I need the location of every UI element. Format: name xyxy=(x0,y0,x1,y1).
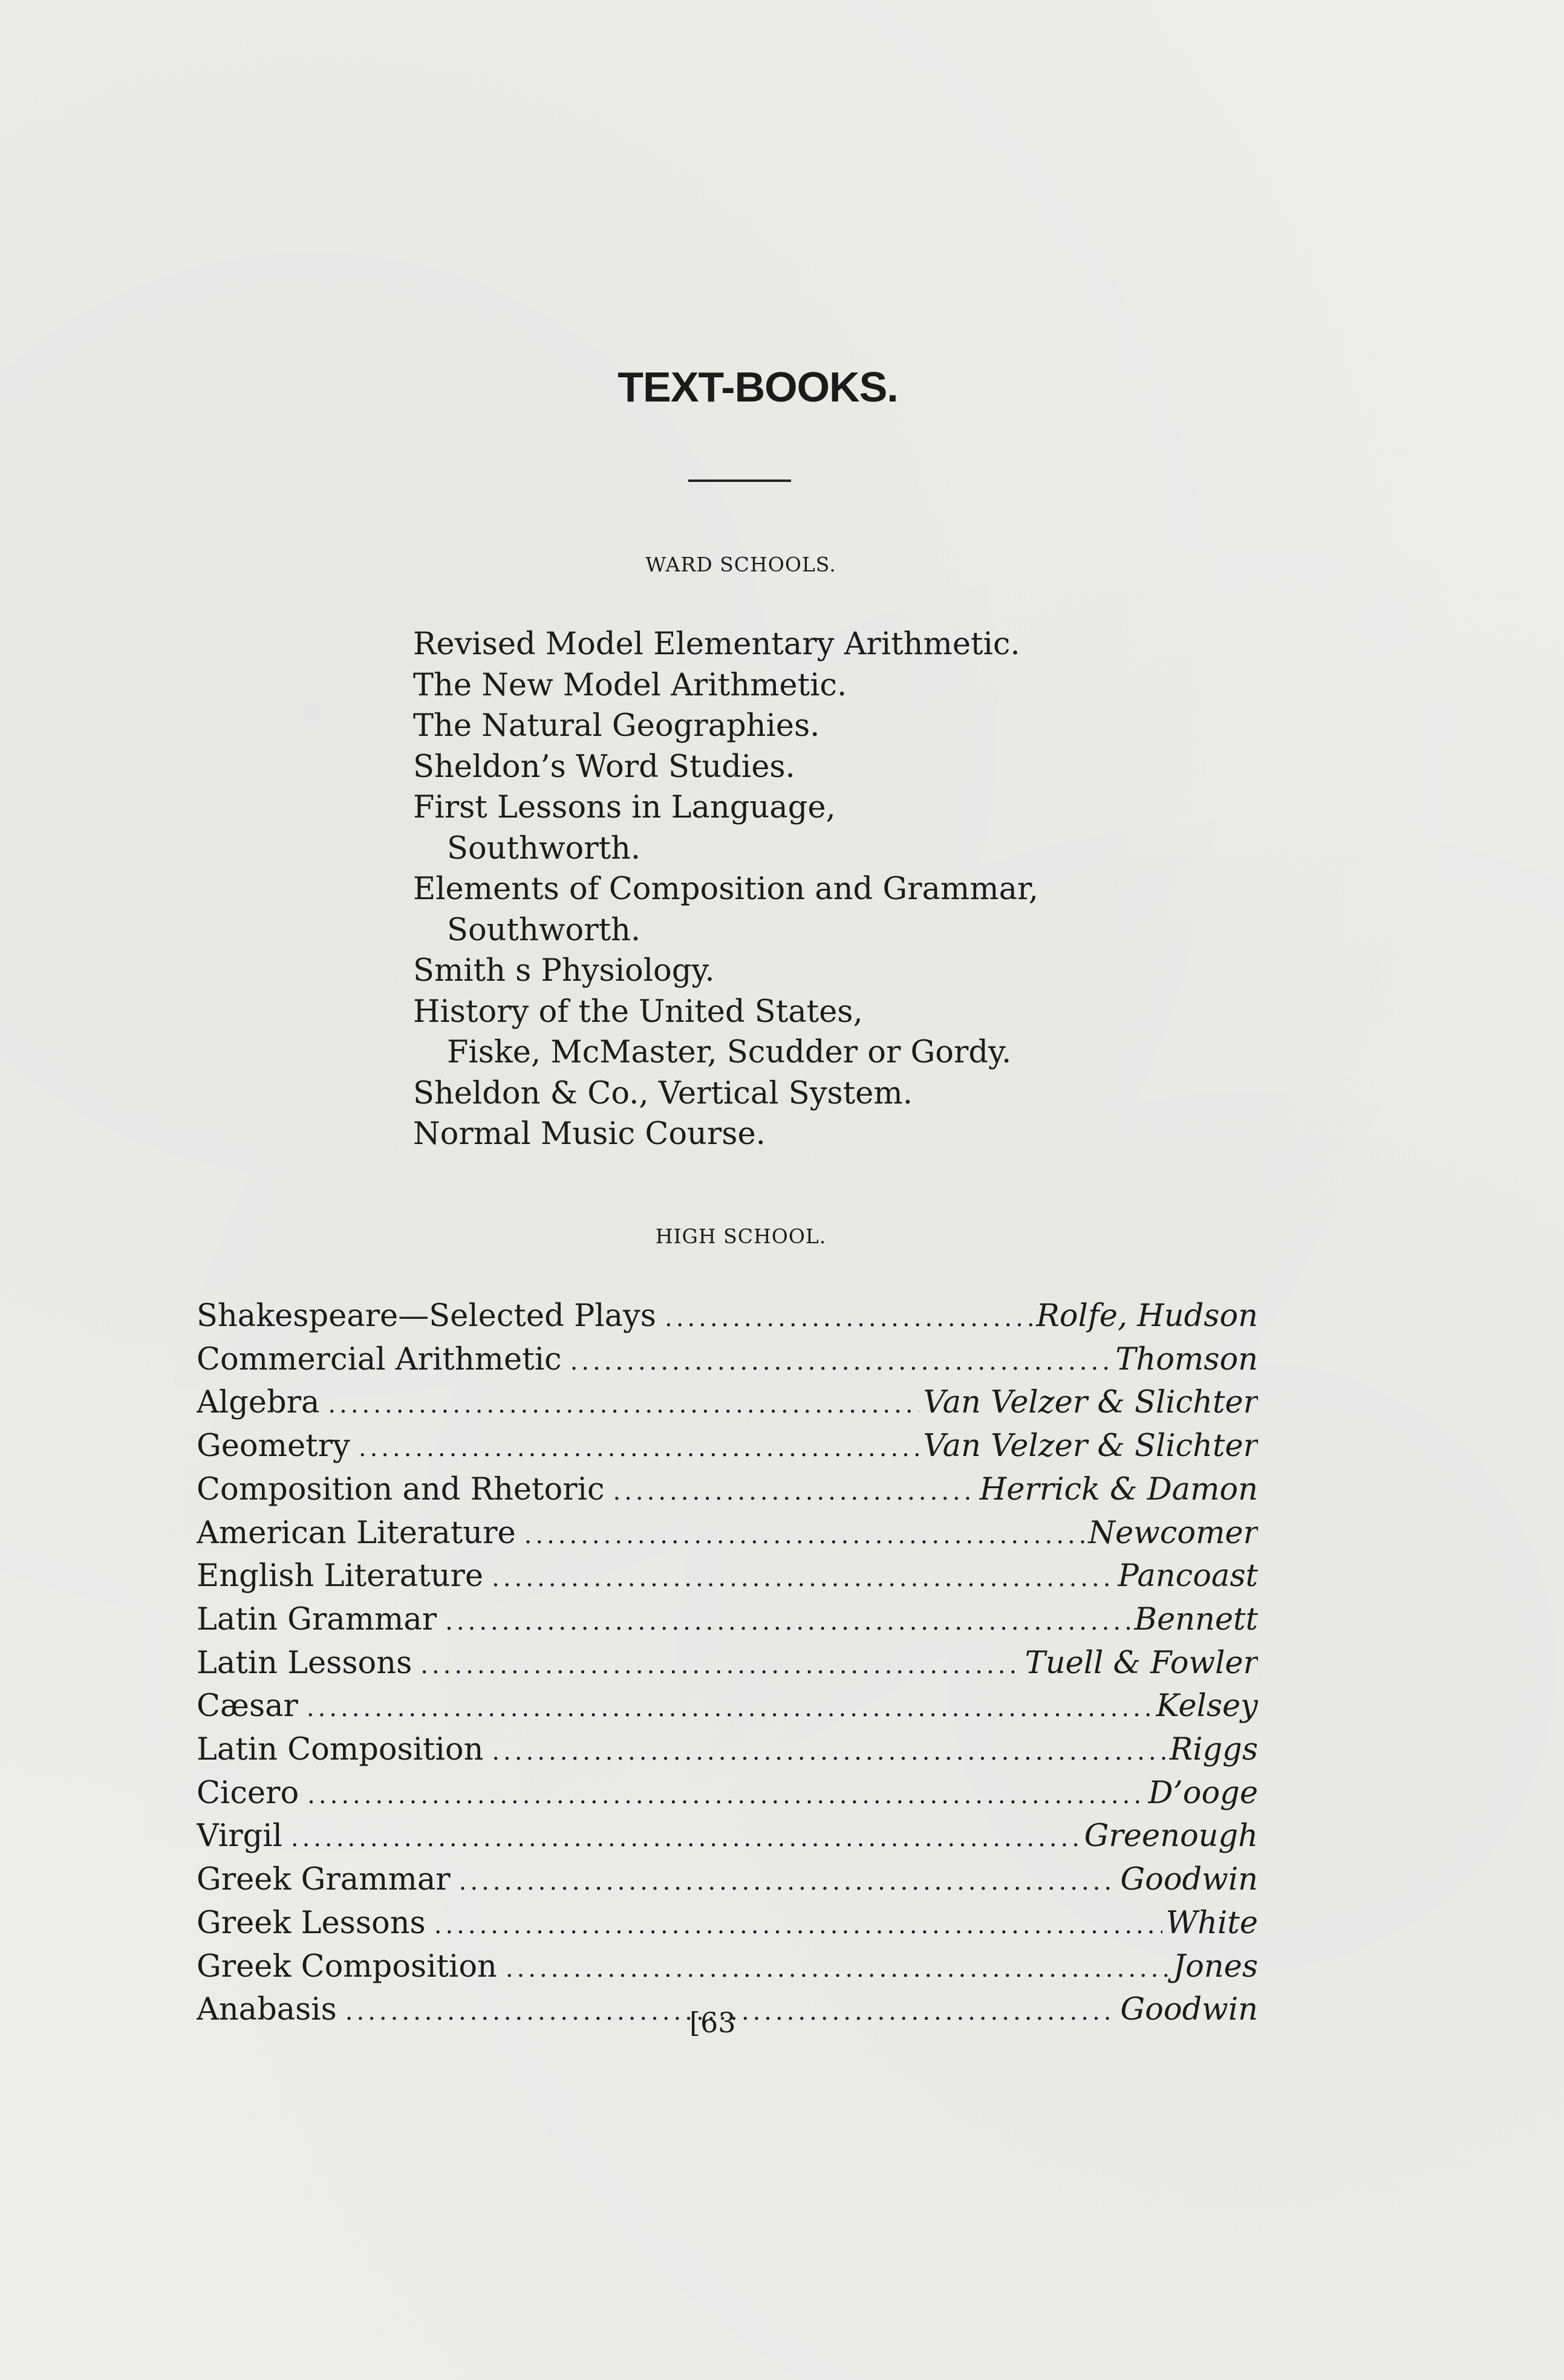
table-row xyxy=(197,1426,1258,1469)
table-row xyxy=(197,1599,1258,1643)
table-row xyxy=(197,1469,1258,1513)
author-cell: Greenough xyxy=(1084,1818,1258,1855)
table-row xyxy=(197,1859,1258,1903)
dot-leader xyxy=(307,1775,1144,1816)
author-cell: Rolfe, Hudson xyxy=(1036,1298,1258,1334)
subject-cell: English Literature xyxy=(197,1558,484,1595)
subject-cell: Latin Composition xyxy=(197,1732,484,1768)
subject-cell: Composition and Rhetoric xyxy=(197,1471,605,1507)
list-item: Smith s Physiology. xyxy=(413,953,715,989)
table-row xyxy=(197,1946,1258,1990)
list-item: The Natural Geographies. xyxy=(413,708,820,744)
dot-leader xyxy=(524,1515,1085,1556)
subject-cell: Greek Composition xyxy=(197,1948,497,1985)
dot-leader xyxy=(506,1948,1170,1990)
high-school-heading: HIGH SCHOOL. xyxy=(655,1224,827,1248)
subject-cell: Shakespeare—Selected Plays xyxy=(197,1298,656,1334)
author-cell: Van Velzer & Slichter xyxy=(923,1428,1258,1465)
dot-leader xyxy=(492,1731,1165,1773)
dot-leader xyxy=(420,1645,1021,1686)
subject-cell: American Literature xyxy=(197,1515,516,1551)
list-item: First Lessons in Language, xyxy=(413,790,836,825)
table-row xyxy=(197,1339,1258,1383)
list-item: History of the United States, xyxy=(413,993,863,1030)
author-cell: Bennett xyxy=(1134,1601,1258,1637)
author-cell: Newcomer xyxy=(1088,1515,1258,1551)
dot-leader xyxy=(492,1558,1114,1599)
author-cell: Tuell & Fowler xyxy=(1025,1645,1258,1681)
page-number: [63 xyxy=(689,2006,736,2039)
table-row xyxy=(197,1773,1258,1816)
subject-cell: Cicero xyxy=(197,1775,299,1811)
table-row xyxy=(197,1382,1258,1426)
list-item: Revised Model Elementary Arithmetic. xyxy=(413,626,1020,662)
dot-leader xyxy=(459,1861,1117,1903)
subject-cell: Algebra xyxy=(197,1385,320,1421)
dot-leader xyxy=(291,1818,1081,1859)
author-cell: Riggs xyxy=(1169,1732,1258,1768)
author-cell: Jones xyxy=(1173,1948,1258,1985)
author-cell: D’ooge xyxy=(1148,1775,1258,1811)
dot-leader xyxy=(307,1688,1153,1729)
table-row xyxy=(197,1296,1258,1339)
table-row xyxy=(197,1903,1258,1946)
dot-leader xyxy=(613,1471,976,1513)
subject-cell: Anabasis xyxy=(197,1992,337,2028)
ward-schools-list xyxy=(413,624,1038,1155)
table-row xyxy=(197,1816,1258,1859)
dot-leader xyxy=(570,1341,1112,1383)
author-cell: Van Velzer & Slichter xyxy=(923,1385,1258,1421)
list-item: The New Model Arithmetic. xyxy=(413,667,847,703)
list-item: Sheldon & Co., Vertical System. xyxy=(413,1075,913,1111)
author-cell: White xyxy=(1165,1905,1258,1941)
subject-cell: Greek Lessons xyxy=(197,1905,426,1941)
subject-cell: Commercial Arithmetic xyxy=(197,1341,562,1377)
author-cell: Goodwin xyxy=(1120,1992,1258,2028)
subject-cell: Virgil xyxy=(197,1818,282,1855)
list-item: Southworth. xyxy=(447,830,641,866)
author-cell: Herrick & Damon xyxy=(979,1471,1258,1507)
dot-leader xyxy=(359,1428,920,1469)
list-item: Elements of Composition and Grammar, xyxy=(413,871,1039,907)
subject-cell: Latin Lessons xyxy=(197,1645,412,1681)
list-item: Normal Music Course. xyxy=(413,1116,766,1152)
author-cell: Thomson xyxy=(1115,1341,1258,1377)
author-cell: Kelsey xyxy=(1156,1688,1258,1725)
dot-leader xyxy=(445,1601,1130,1643)
high-school-textbook-table xyxy=(197,1296,1258,2033)
table-row xyxy=(197,1556,1258,1599)
table-row xyxy=(197,1643,1258,1686)
subject-cell: Greek Grammar xyxy=(197,1862,451,1898)
ward-schools-heading: WARD SCHOOLS. xyxy=(645,553,836,576)
subject-cell: Latin Grammar xyxy=(197,1601,437,1637)
dot-leader xyxy=(328,1384,919,1426)
table-row xyxy=(197,1686,1258,1729)
author-cell: Pancoast xyxy=(1118,1558,1258,1595)
list-item: Fiske, McMaster, Scudder or Gordy. xyxy=(447,1035,1012,1070)
list-item: Sheldon’s Word Studies. xyxy=(413,749,795,785)
dot-leader xyxy=(665,1298,1032,1339)
list-item: Southworth. xyxy=(447,912,641,948)
table-row xyxy=(197,1729,1258,1773)
page-title: TEXT-BOOKS. xyxy=(617,363,898,411)
dot-leader xyxy=(434,1905,1162,1946)
subject-cell: Geometry xyxy=(197,1428,350,1465)
table-row xyxy=(197,1513,1258,1556)
subject-cell: Cæsar xyxy=(197,1688,298,1725)
author-cell: Goodwin xyxy=(1120,1862,1258,1898)
title-rule xyxy=(688,480,791,482)
